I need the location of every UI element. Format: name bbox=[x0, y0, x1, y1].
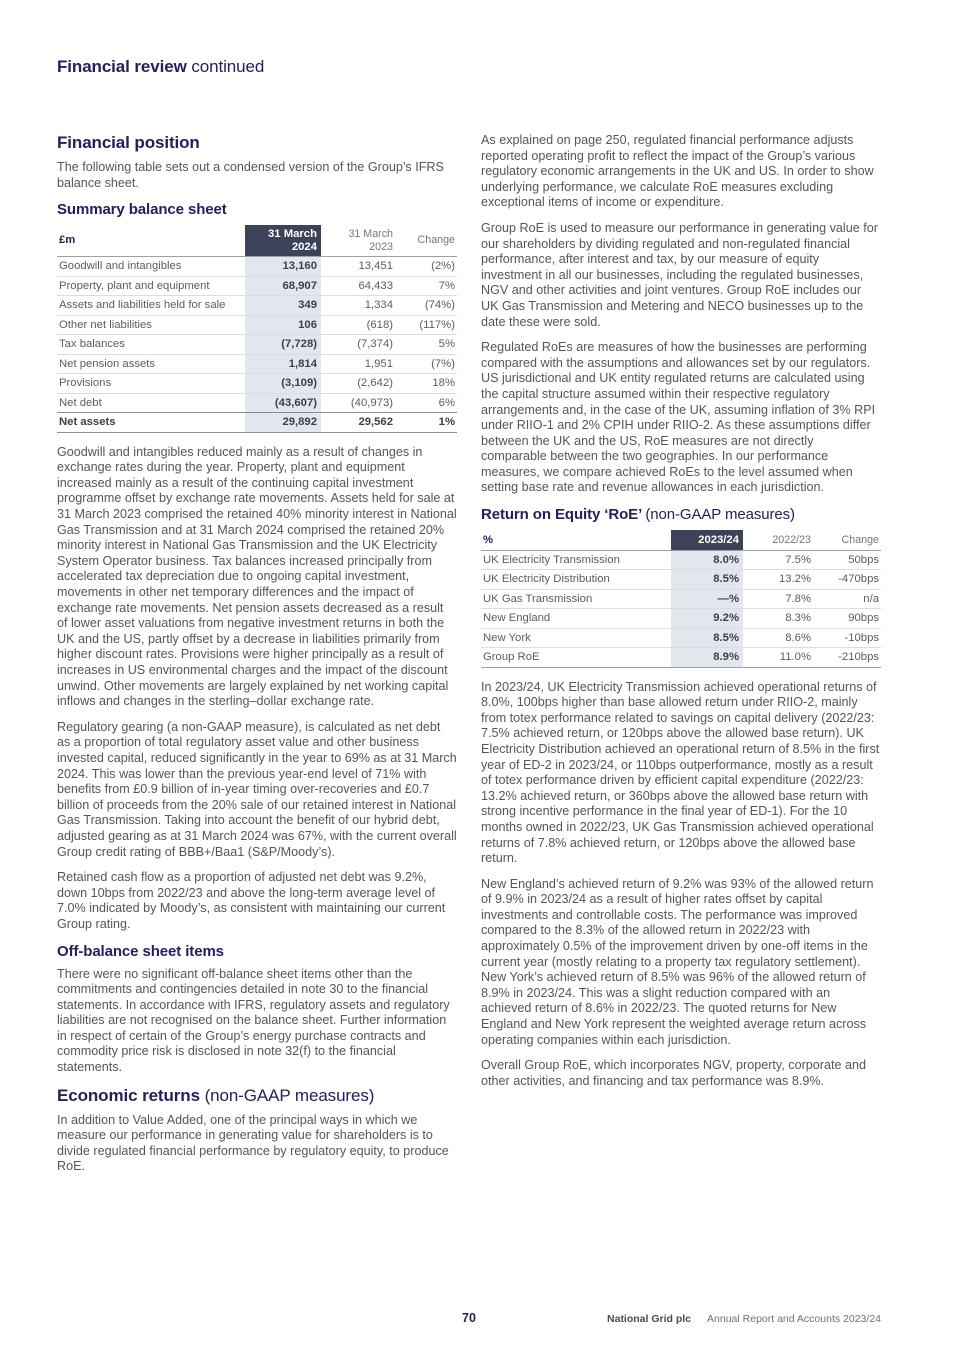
page-content bbox=[57, 57, 881, 1185]
value-current: (43,607) bbox=[245, 393, 321, 413]
table-header-row bbox=[481, 530, 881, 550]
table-header bbox=[57, 225, 457, 257]
footer-brand: National Grid plc bbox=[607, 1313, 692, 1325]
value-current: —% bbox=[671, 589, 743, 609]
paragraph-uk-returns: In 2023/24, UK Electricity Transmission achieved operational returns of 8.0%, 100bps higher than base allowed return under RIIO-2, mainly from totex performance related to savings on capital delivery (2022/23: 7.5% achieved return, or 120bps above the allowed base return). UK Electricity Distribution achieved an operational return of 8.5% in the first year of ED-2 in 2023/24, or 110bps outperformance, mostly as a result of totex performance driven by efficient capital expenditure (2022/23: 13.2% achieved return, or 360bps above the allowed base return with strong incentive performance in the final year of ED-1). For the 10 months owned in 2022/23, UK Gas Transmission achieved operational returns of 7.8% achieved return, or 120bps above the allowed base return. bbox=[481, 679, 880, 866]
paragraph-cashflow: Retained cash flow as a proportion of adjusted net debt was 9.2%, down 10bps from 2022/23 and above the long-term average level of 7.0% indicated by Moody’s, as consistent with maintaining our current Group rating. bbox=[57, 870, 446, 931]
value-change: (117%) bbox=[397, 315, 457, 335]
economic-returns-heading bbox=[57, 1086, 457, 1106]
value-change: 1% bbox=[397, 413, 457, 433]
value-change: 90bps bbox=[815, 609, 881, 629]
value-current: 8.5% bbox=[671, 628, 743, 648]
column-header-2024: 31 March 2024 bbox=[245, 225, 321, 257]
value-change: 7% bbox=[397, 276, 457, 296]
value-prior: 13,451 bbox=[321, 257, 397, 277]
table-row bbox=[57, 354, 457, 374]
summary-balance-sheet-table bbox=[57, 225, 457, 433]
value-change: 50bps bbox=[815, 550, 881, 570]
table-row bbox=[481, 628, 881, 648]
paragraph-off-balance: There were no significant off-balance sheet items other than the commitments and contingencies detailed in note 30 to the financial statements. In accordance with IFRS, regulatory assets and regulatory liabilities are not recognised on the balance sheet. Further information in respect of certain of the Group’s energy purchase contracts and commodity price risk is disclosed in note 32(f) to the financial statements. bbox=[57, 966, 450, 1075]
roe-heading-bold: Return on Equity ‘RoE’ bbox=[481, 506, 642, 524]
paragraph-group-roe: Group RoE is used to measure our performance in generating value for our shareholders by dividing regulated and non-regulated financial performance, after interest and tax, by our measure of equity investment in all our businesses, including the regulated businesses, NGV and other activities and joint ventures. Group RoE includes our UK Gas Transmission and Metering and NECO businesses up to the date these were sold. bbox=[481, 220, 878, 329]
value-current: 349 bbox=[245, 296, 321, 316]
value-prior: (7,374) bbox=[321, 335, 397, 355]
value-prior: 11.0% bbox=[743, 648, 815, 668]
column-header-unit: % bbox=[481, 530, 671, 550]
column-header-2024: 2023/24 bbox=[671, 530, 743, 550]
row-label: New England bbox=[481, 609, 671, 629]
two-column-layout bbox=[57, 133, 881, 1185]
paragraph-movements: Goodwill and intangibles reduced mainly as a result of changes in exchange rates during the year. Property, plant and equipment increased mainly as a result of the continuing capital investment programme offset by exchange rate movements. Assets held for sale at 31 March 2023 comprised the retained 40% minority interest in National Gas Transmission and at 31 March 2024 comprised the retained 20% minority interest in National Gas Transmission and the UK Electricity System Operator business. Tax balances increased principally from accelerated tax depreciation due to ongoing capital investment, movements in other net temporary differences and the impact of exchange rate movements. Net pension assets decreased as a result of lower asset valuations from negative investment returns in both the UK and the US, partly offset by a decrease in liabilities primarily from higher discount rates. Provisions were higher principally as a result of increases in US environmental charges and the impact of the discount unwind. Other movements are largely explained by net working capital inflows and changes in the sterling–dollar exchange rate. bbox=[57, 444, 457, 709]
value-change: n/a bbox=[815, 589, 881, 609]
footer-right bbox=[607, 1313, 881, 1325]
column-header-2023: 2022/23 bbox=[743, 530, 815, 550]
value-change: (74%) bbox=[397, 296, 457, 316]
value-prior: 1,334 bbox=[321, 296, 397, 316]
financial-position-intro: The following table sets out a condensed version of the Group’s IFRS balance sheet. bbox=[57, 160, 444, 190]
table-row bbox=[57, 296, 457, 316]
value-prior: 8.3% bbox=[743, 609, 815, 629]
table-row bbox=[481, 550, 881, 570]
row-label: Net pension assets bbox=[57, 354, 245, 374]
table-total-row bbox=[57, 413, 457, 433]
column-header-change: Change bbox=[815, 530, 881, 550]
value-current: 8.5% bbox=[671, 570, 743, 590]
section-title-suffix: continued bbox=[186, 57, 265, 76]
table-row bbox=[57, 257, 457, 277]
value-current: 68,907 bbox=[245, 276, 321, 296]
table-row bbox=[57, 276, 457, 296]
row-label: Assets and liabilities held for sale bbox=[57, 296, 245, 316]
row-label: UK Gas Transmission bbox=[481, 589, 671, 609]
table-body bbox=[481, 550, 881, 667]
table-row bbox=[481, 648, 881, 668]
value-current: (3,109) bbox=[245, 374, 321, 394]
value-prior: 64,433 bbox=[321, 276, 397, 296]
section-title: Financial review bbox=[57, 57, 187, 76]
table-row bbox=[481, 589, 881, 609]
value-current: 1,814 bbox=[245, 354, 321, 374]
balance-sheet-heading: Summary balance sheet bbox=[57, 201, 227, 219]
row-label: Net assets bbox=[57, 413, 245, 433]
table-row bbox=[57, 374, 457, 394]
table-row bbox=[57, 335, 457, 355]
paragraph-economic: In addition to Value Added, one of the principal ways in which we measure our performance in generating value for shareholders is to divide regulated financial performance by regulatory equity, to produce RoE. bbox=[57, 1112, 449, 1174]
row-label: Goodwill and intangibles bbox=[57, 257, 245, 277]
paragraph-regulated: Regulated RoEs are measures of how the businesses are performing compared with the assumptions and allowances set by our regulators. US jurisdictional and UK entity regulated returns are calculated using the capital structure assumed within their respective regulatory arrangements and, in the case of the UK, assuming inflation of 3% RPI under RIIO-1 and 2% CPIH under RIIO-2. As these assumptions differ between the UK and the US, RoE measures are not directly comparable between the two geographies. In our performance measures, we compare achieved RoEs to the level assumed when setting base rate and revenue allowances in each jurisdiction. bbox=[481, 340, 876, 495]
value-prior: 7.8% bbox=[743, 589, 815, 609]
roe-table bbox=[481, 530, 881, 668]
value-prior: 29,562 bbox=[321, 413, 397, 433]
table-row bbox=[481, 609, 881, 629]
table-row bbox=[57, 315, 457, 335]
off-balance-heading: Off-balance sheet items bbox=[57, 942, 224, 960]
row-label: Other net liabilities bbox=[57, 315, 245, 335]
paragraph-gearing: Regulatory gearing (a non-GAAP measure), is calculated as net debt as a proportion of total regulatory asset value and other business invested capital, reduced significantly in the year to 69% as at 31 March 2024. This was lower than the previous year-end level of 71% with benefits from £0.9 billion of in-year timing over-recoveries and £0.7 billion of proceeds from the 20% sale of our retained interest in National Gas Transmission. Taking into account the benefit of our hybrid debt, adjusted gearing as at 31 March 2024 was 67%, with the current overall Group credit rating of BBB+/Baa1 (S&P/Moody’s). bbox=[57, 719, 457, 859]
value-current: 8.0% bbox=[671, 550, 743, 570]
paragraph-group-summary: Overall Group RoE, which incorporates NGV, property, corporate and other activities, and financing and tax performance was 8.9%. bbox=[481, 1058, 866, 1088]
row-label: Tax balances bbox=[57, 335, 245, 355]
right-column bbox=[481, 133, 881, 1185]
page-number: 70 bbox=[462, 1311, 476, 1325]
value-change: 6% bbox=[397, 393, 457, 413]
row-label: Provisions bbox=[57, 374, 245, 394]
paragraph-explained: As explained on page 250, regulated financial performance adjusts reported operating profit to reflect the impact of the Group’s various regulatory economic arrangements in the UK and US. In order to show underlying performance, we calculate RoE measures excluding exceptional items of income or expenditure. bbox=[481, 133, 874, 210]
value-current: (7,728) bbox=[245, 335, 321, 355]
value-current: 8.9% bbox=[671, 648, 743, 668]
value-change: -470bps bbox=[815, 570, 881, 590]
value-change: 5% bbox=[397, 335, 457, 355]
value-current: 9.2% bbox=[671, 609, 743, 629]
value-prior: (40,973) bbox=[321, 393, 397, 413]
section-header bbox=[57, 57, 881, 77]
page-footer bbox=[57, 1311, 881, 1329]
roe-heading-suffix: (non-GAAP measures) bbox=[645, 506, 795, 524]
value-current: 13,160 bbox=[245, 257, 321, 277]
table-row bbox=[57, 393, 457, 413]
paragraph-us-returns: New England’s achieved return of 9.2% was 93% of the allowed return of 9.9% in 2023/24 as a result of higher rates offset by capital investments and controllable costs. The performance was improved compared to the 8.3% of the allowed return in 2022/23 with approximately 0.5% of the improvement driven by one-off items in the current year (mostly relating to a property tax regulatory settlement). New York’s achieved return of 8.5% was 96% of the allowed return of 8.9% in 2023/24. This was a slight reduction compared with an achieved return of 8.6% in 2022/23. The quoted returns for New England and New York represent the weighted average return across operating companies within each jurisdiction. bbox=[481, 876, 874, 1047]
row-label: Group RoE bbox=[481, 648, 671, 668]
economic-returns-heading-bold: Economic returns bbox=[57, 1085, 200, 1105]
value-current: 29,892 bbox=[245, 413, 321, 433]
row-label: UK Electricity Transmission bbox=[481, 550, 671, 570]
value-prior: 7.5% bbox=[743, 550, 815, 570]
value-prior: 8.6% bbox=[743, 628, 815, 648]
row-label: UK Electricity Distribution bbox=[481, 570, 671, 590]
economic-returns-heading-suffix: (non-GAAP measures) bbox=[204, 1085, 375, 1105]
value-change: 18% bbox=[397, 374, 457, 394]
roe-heading bbox=[481, 506, 881, 523]
value-prior: 13.2% bbox=[743, 570, 815, 590]
column-header-unit: £m bbox=[57, 225, 245, 257]
row-label: New York bbox=[481, 628, 671, 648]
value-change: -10bps bbox=[815, 628, 881, 648]
value-change: (2%) bbox=[397, 257, 457, 277]
table-header-row bbox=[57, 225, 457, 257]
column-header-change: Change bbox=[397, 225, 457, 257]
left-column bbox=[57, 133, 457, 1185]
value-prior: 1,951 bbox=[321, 354, 397, 374]
value-change: (7%) bbox=[397, 354, 457, 374]
column-header-2023: 31 March 2023 bbox=[321, 225, 397, 257]
table-row bbox=[481, 570, 881, 590]
value-current: 106 bbox=[245, 315, 321, 335]
row-label: Property, plant and equipment bbox=[57, 276, 245, 296]
value-prior: (2,642) bbox=[321, 374, 397, 394]
table-body bbox=[57, 257, 457, 433]
financial-position-heading: Financial position bbox=[57, 133, 200, 152]
row-label: Net debt bbox=[57, 393, 245, 413]
table-header bbox=[481, 530, 881, 550]
footer-report-title: Annual Report and Accounts 2023/24 bbox=[707, 1313, 881, 1325]
value-prior: (618) bbox=[321, 315, 397, 335]
value-change: -210bps bbox=[815, 648, 881, 668]
